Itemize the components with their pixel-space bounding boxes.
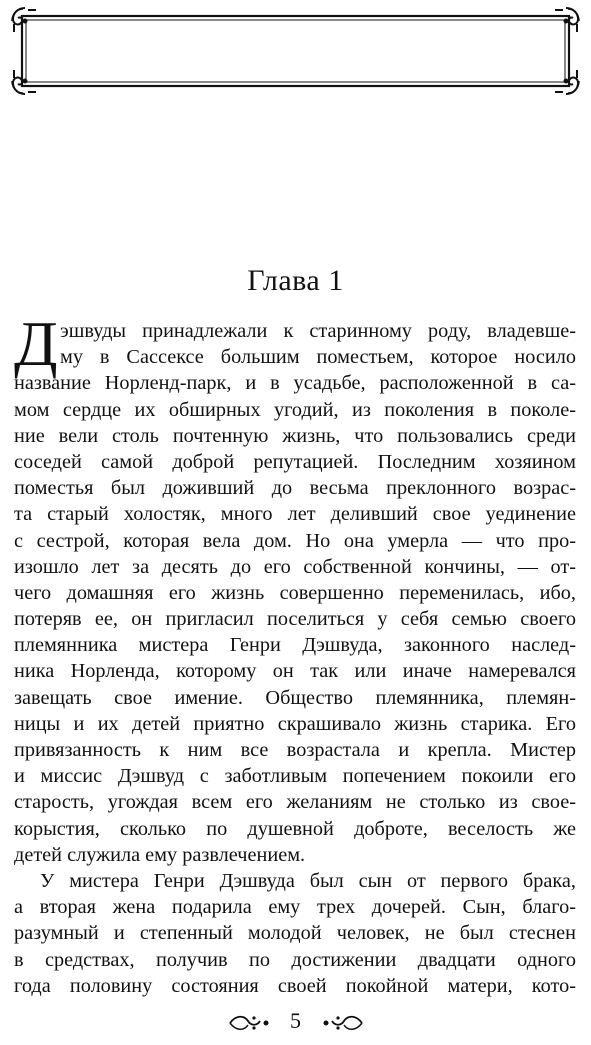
text-line: та старый холостяк, много лет деливший свое уединение: [14, 503, 576, 526]
text-line: ние вели столь почтенную жизнь, что пользовались среди: [14, 424, 576, 447]
text-line: корыстия, сколько по душевной доброте, веселость же: [14, 817, 576, 840]
text-line: мом сердце их обширных угодий, из поколения в поколе-: [14, 398, 576, 421]
text-line: соседей самой доброй репутацией. Последним хозяином: [14, 450, 576, 473]
page-number: 5: [290, 1008, 301, 1033]
text-line: а вторая жена подарила ему трех дочерей. Сын, благо-: [14, 896, 576, 919]
flourish-corner-icon: [10, 6, 40, 36]
text-line: старость, угождая всем его желаниям не столько из свое-: [14, 791, 576, 814]
chapter-title: Глава 1: [247, 264, 344, 297]
text-line: года половину состояния своей покойной матери, кото-: [14, 974, 576, 997]
flourish-icon: [318, 1012, 366, 1034]
text-line: ницы и их детей приятно скрашивало жизнь старика. Его: [14, 712, 576, 735]
text-line: эшвуды принадлежали к старинному роду, владевше-: [60, 320, 576, 342]
flourish-corner-icon: [10, 66, 40, 96]
drop-cap: Д: [14, 308, 58, 379]
flourish-corner-icon: [551, 6, 581, 36]
ornamental-frame: [10, 6, 581, 96]
text-line: У мистера Генри Дэшвуда был сын от первого брака,: [40, 869, 576, 892]
body-text: [14, 308, 576, 999]
text-line: изошло лет за десять до его собственной кончины, — от-: [14, 555, 576, 578]
text-line: му в Сассексе большим поместьем, которое носило: [60, 346, 576, 369]
text-line: с сестрой, которая вела дом. Но она умерла — что про-: [14, 529, 576, 552]
text-line: привязанность к ним все возрастала и крепла. Мистер: [14, 739, 576, 761]
text-line: потеряв ее, он пригласил поселиться у себя семью своего: [14, 608, 576, 631]
text-line: и миссис Дэшвуд с заботливым попечением покоили его: [14, 765, 576, 788]
text-line: чего домашняя его жизнь совершенно переменилась, ибо,: [14, 581, 576, 604]
page-footer: [0, 1008, 591, 1038]
text-line: ника Норленда, которому он так или иначе намеревался: [14, 660, 576, 683]
text-line: в средствах, получив по достижении двадцати одного: [14, 948, 576, 971]
text-line: завещать свое имение. Общество племянника, племян-: [14, 686, 576, 709]
text-line: разумный и степенный молодой человек, не был стеснен: [14, 922, 576, 945]
text-line: название Норленд-парк, и в усадьбе, расположенной в са-: [14, 372, 576, 395]
text-line: детей служила ему развлечением.: [14, 843, 306, 866]
text-line: племянника мистера Генри Дэшвуда, законного наслед-: [14, 634, 576, 657]
text-line: поместья был доживший до весьма преклонного возрас-: [14, 477, 576, 500]
flourish-corner-icon: [551, 66, 581, 96]
